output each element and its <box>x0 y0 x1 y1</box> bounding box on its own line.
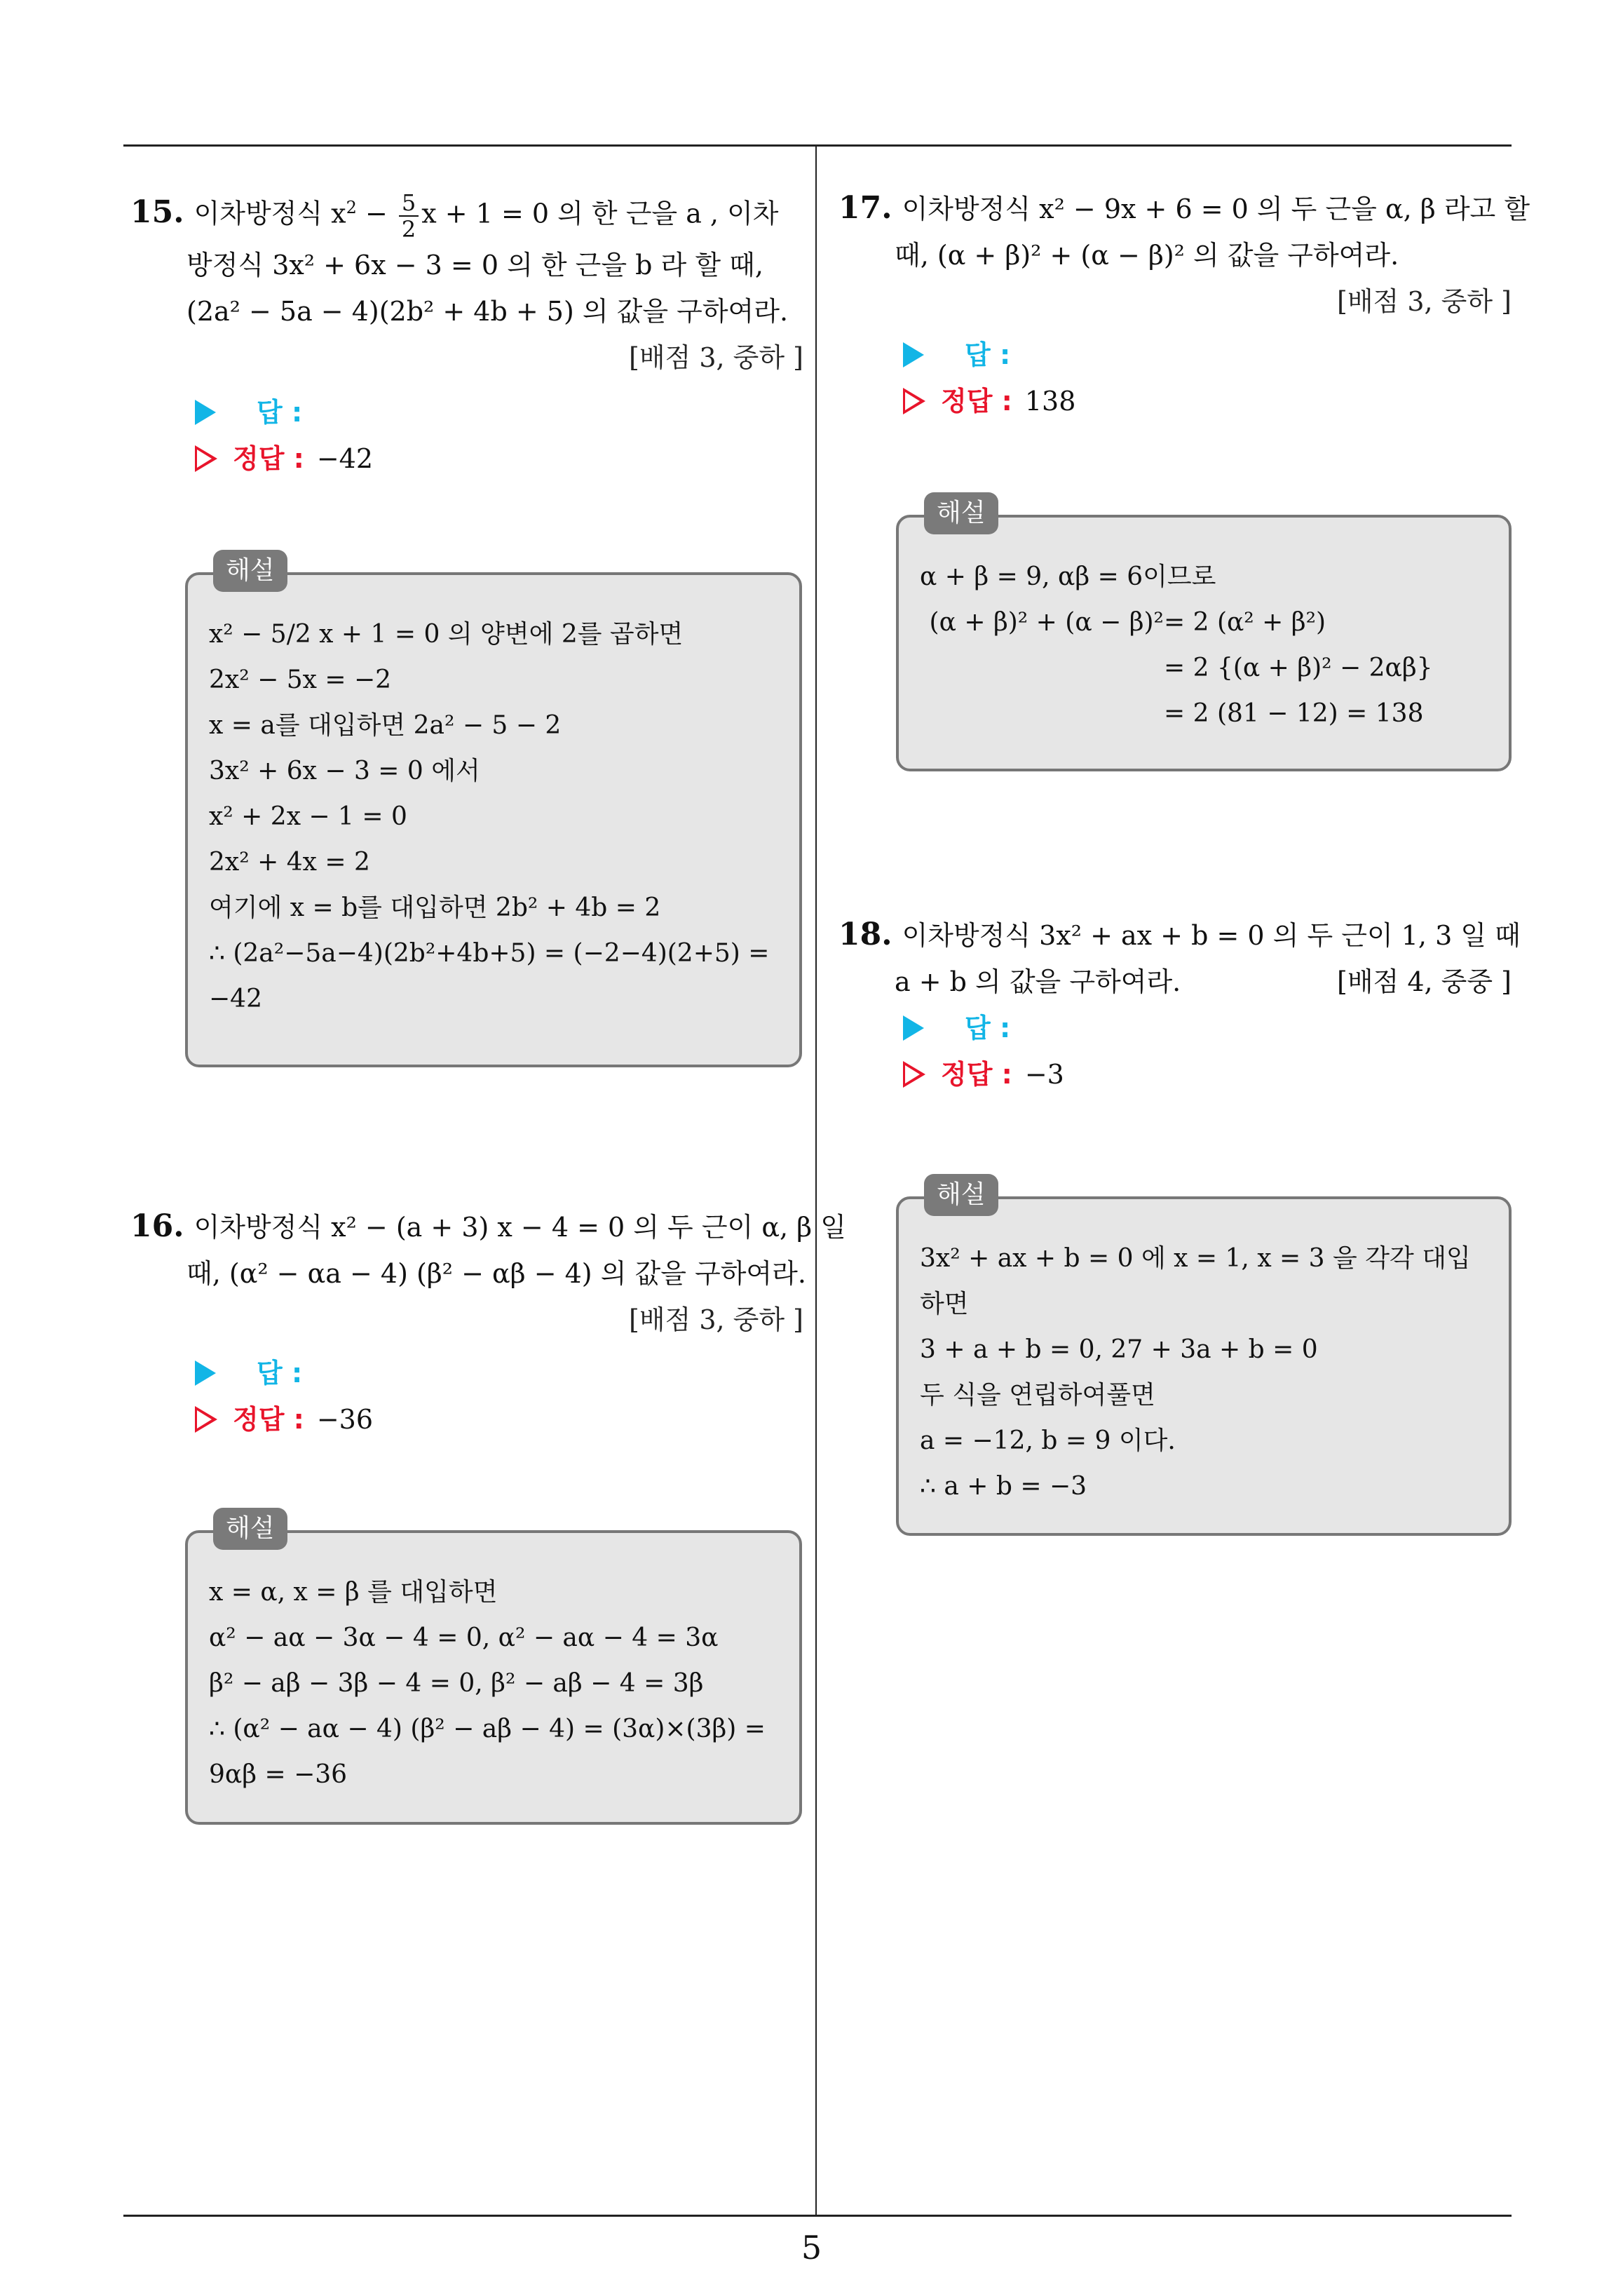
correct-answer-row: 정답 : −42 <box>130 435 803 482</box>
solution-line: −42 <box>209 985 262 1013</box>
solution-line: x = α, x = β 를 대입하면 <box>209 1578 498 1607</box>
question-line-3: (2a² − 5a − 4)(2b² + 4b + 5) 의 값을 구하여라. <box>186 295 789 327</box>
question-line-1: 이차방정식 $x^2$ − $\frac{5}{2}$ x + 1 = 0 의 한 근을 a , 이차 <box>193 189 779 243</box>
play-triangle-icon <box>903 1015 924 1041</box>
solution-line: 여기에 x = b를 대입하면 2b² + 4b = 2 <box>209 893 661 922</box>
problem-18 <box>838 912 1521 1098</box>
correct-answer-value: −36 <box>316 1404 374 1435</box>
problem-number: 18. <box>838 917 892 952</box>
solution-line: 하면 <box>920 1290 969 1318</box>
solution-line: ∴ a + b = −3 <box>920 1472 1087 1501</box>
solution-line: 2x² − 5x = −2 <box>209 666 392 694</box>
question-line-2: 때, (α + β)² + (α − β)² 의 값을 구하여라. <box>895 240 1399 271</box>
solution-line: 두 식을 연립하여풀면 <box>920 1381 1155 1410</box>
solution-line: α + β = 9, αβ = 6이므로 <box>920 562 1216 591</box>
outline-triangle-icon <box>903 388 925 414</box>
solution-line: α² − aα − 3α − 4 = 0, α² − aα − 4 = 3α <box>209 1623 719 1652</box>
solution-aligned-row: = 2 (81 − 12) = 138 <box>1164 699 1424 728</box>
answer-row: 답 : <box>838 1005 1512 1051</box>
question-line-2: a + b 의 값을 구하여라. [배점 4, 중중 ] <box>838 959 1512 1005</box>
correct-answer-value: −3 <box>1024 1059 1064 1090</box>
column-divider <box>815 144 817 2217</box>
correct-answer-value: 138 <box>1024 386 1076 417</box>
header-rule <box>123 144 1512 147</box>
solution-line: ∴ (2a²−5a−4)(2b²+4b+5) = (−2−4)(2+5) = <box>209 939 770 968</box>
outline-triangle-icon <box>195 445 217 472</box>
play-triangle-icon <box>903 342 924 367</box>
correct-answer-value: −42 <box>316 443 374 474</box>
solution-line: x² + 2x − 1 = 0 <box>209 802 407 831</box>
solution-tag: 해설 <box>213 1508 287 1550</box>
outline-triangle-icon <box>903 1061 925 1088</box>
solution-tag: 해설 <box>924 1174 998 1216</box>
fraction: $\frac{5}{2}$ <box>399 190 419 242</box>
solution-tag: 해설 <box>924 492 998 534</box>
solution-tag: 해설 <box>213 550 287 592</box>
solution-line: a = −12, b = 9 이다. <box>920 1426 1176 1455</box>
solution-aligned-row: (α + β)² + (α − β)² = 2 (α² + β²) <box>929 608 1326 637</box>
play-triangle-icon <box>195 400 216 425</box>
solution-line: ∴ (α² − aα − 4) (β² − aβ − 4) = (3α)×(3β) = <box>209 1715 766 1743</box>
solution-line: 3x² + 6x − 3 = 0 에서 <box>209 757 480 785</box>
problem-number: 17. <box>838 190 892 226</box>
solution-line: x = a를 대입하면 2a² − 5 − 2 <box>209 711 562 740</box>
question-line-1: 이차방정식 3x² + ax + b = 0 의 두 근이 1, 3 일 때 <box>902 920 1521 951</box>
problem-15 <box>130 189 803 482</box>
solution-box-15 <box>185 556 802 1067</box>
correct-answer-row: 정답 : 138 <box>838 378 1512 424</box>
question-line-1: 이차방정식 x² − 9x + 6 = 0 의 두 근을 α, β 라고 할 <box>902 194 1530 224</box>
solution-box-17 <box>896 499 1512 771</box>
outline-triangle-icon <box>195 1406 217 1433</box>
solution-line: β² − aβ − 3β − 4 = 0, β² − aβ − 4 = 3β <box>209 1669 704 1698</box>
score-meta: [배점 3, 중하 ] <box>629 342 803 373</box>
solution-aligned-row: = 2 {(α + β)² − 2αβ} <box>1164 654 1433 682</box>
solution-line: 3x² + ax + b = 0 에 x = 1, x = 3 을 각각 대입 <box>920 1244 1471 1273</box>
answer-row: 답 : <box>130 1350 803 1396</box>
solution-line: x² − 5/2 x + 1 = 0 의 양변에 2를 곱하면 <box>209 620 684 649</box>
answer-row: 답 : <box>838 332 1512 378</box>
score-meta: [배점 4, 중중 ] <box>1337 966 1512 997</box>
problem-number: 15. <box>130 194 184 230</box>
score-meta: [배점 3, 중하 ] <box>1337 286 1512 317</box>
question-line-2: 방정식 3x² + 6x − 3 = 0 의 한 근을 b 라 할 때, <box>186 249 763 281</box>
solution-box-18 <box>896 1180 1512 1536</box>
solution-box-16 <box>185 1514 802 1825</box>
correct-answer-row: 정답 : −3 <box>838 1051 1512 1098</box>
solution-line: 3 + a + b = 0, 27 + 3a + b = 0 <box>920 1335 1318 1364</box>
page-number: 5 <box>801 2229 822 2267</box>
answer-row: 답 : <box>130 389 803 435</box>
problem-17 <box>838 185 1530 424</box>
question-line-2: 때, (α² − αa − 4) (β² − αβ − 4) 의 값을 구하여라. <box>186 1258 806 1289</box>
problem-number: 16. <box>130 1208 184 1244</box>
solution-line: 9αβ = −36 <box>209 1760 348 1789</box>
solution-line: 2x² + 4x = 2 <box>209 848 370 877</box>
score-meta: [배점 3, 중하 ] <box>629 1304 803 1335</box>
footer-rule <box>123 2215 1512 2217</box>
correct-answer-row: 정답 : −36 <box>130 1396 803 1443</box>
question-line-1: 이차방정식 x² − (a + 3) x − 4 = 0 의 두 근이 α, β 일 <box>193 1212 846 1243</box>
play-triangle-icon <box>195 1360 216 1386</box>
problem-16 <box>130 1203 846 1443</box>
